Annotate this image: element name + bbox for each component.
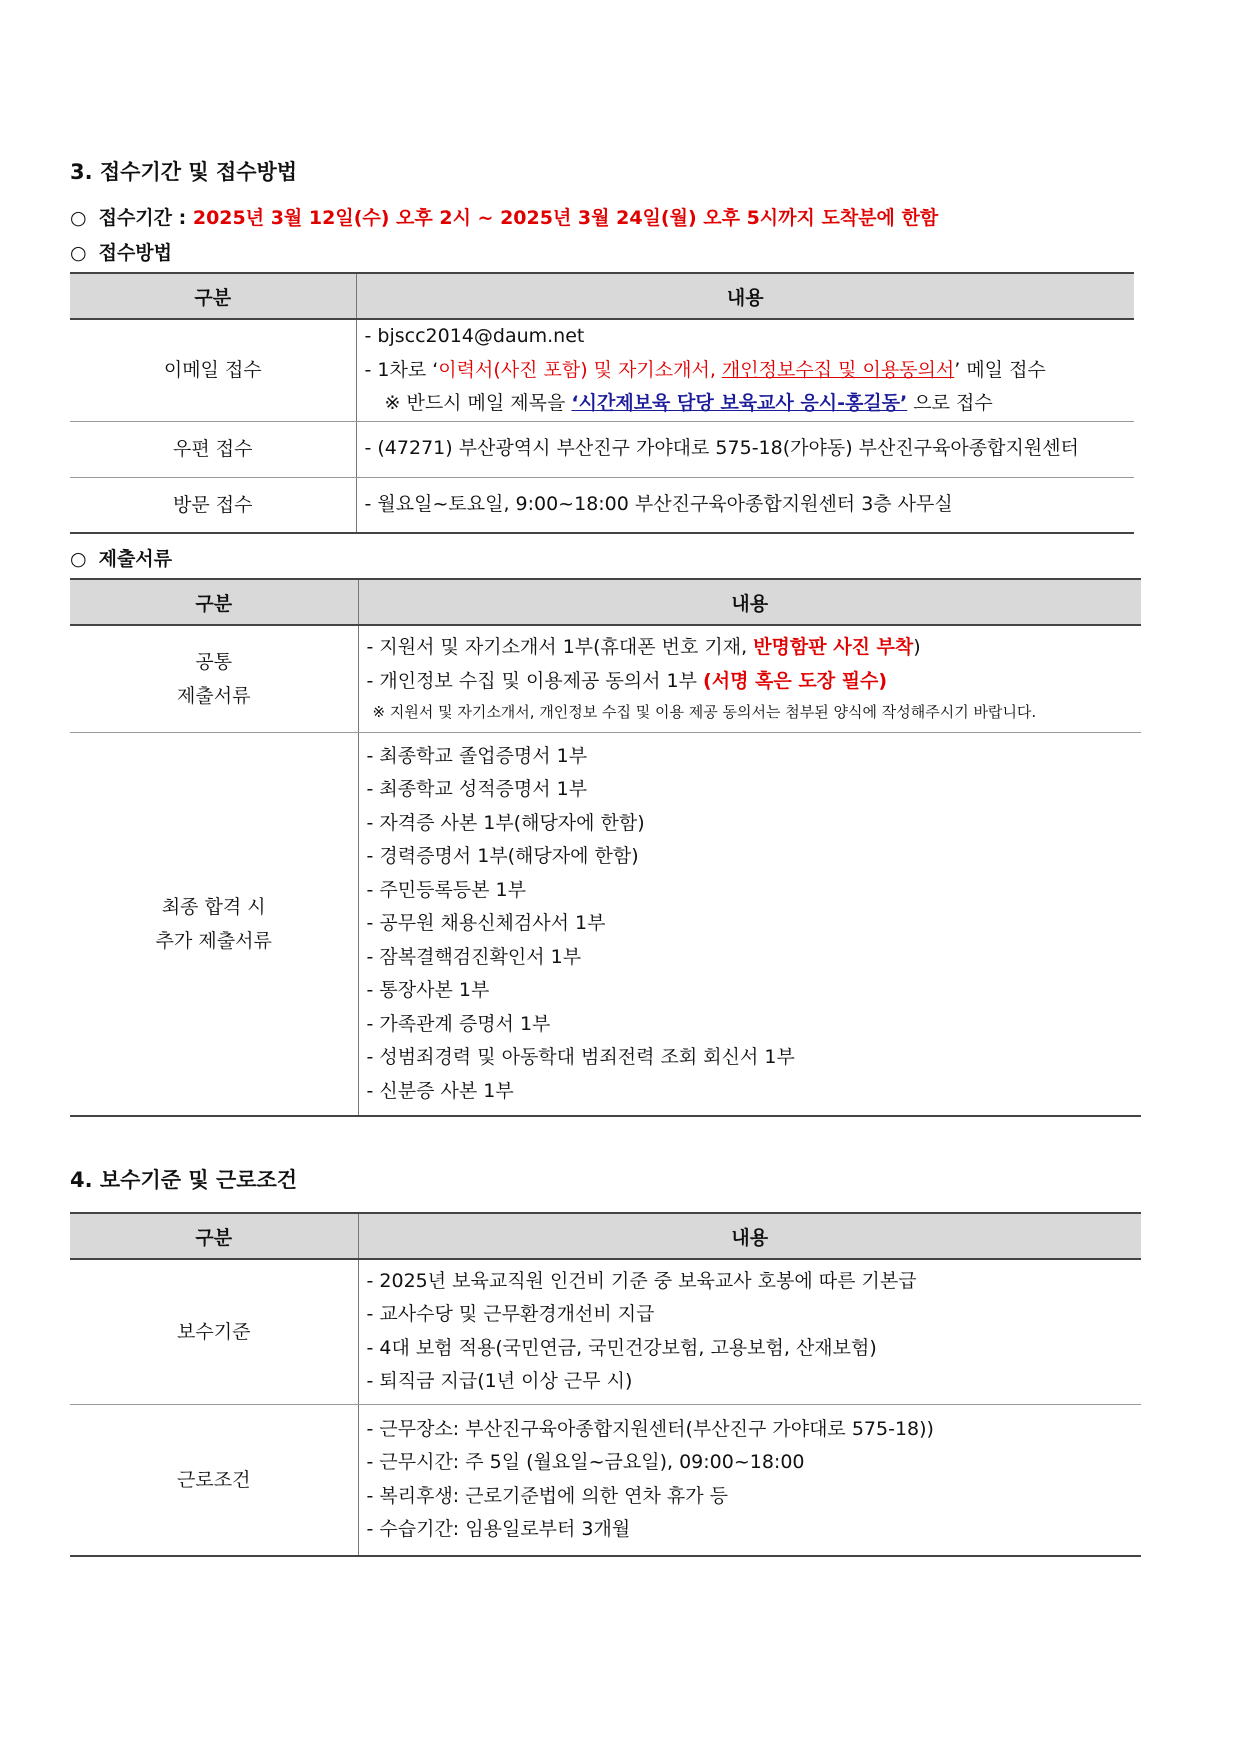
list-item: - 공무원 채용신체검사서 1부 bbox=[366, 912, 606, 934]
text-segment: ※ 반드시 메일 제목을 bbox=[384, 392, 572, 414]
documents-heading bbox=[70, 544, 172, 571]
circle-bullet-icon: ○ bbox=[70, 242, 87, 264]
reception-period-value: 2025년 3월 12일(수) 오후 2시 ~ 2025년 3월 24일(월) 오후 5시까지 도착분에 한함 bbox=[192, 207, 939, 229]
row-content-visit bbox=[356, 477, 1134, 533]
list-item: - 주민등록등본 1부 bbox=[366, 878, 527, 901]
text-segment: - 지원서 및 자기소개서 1부(휴대폰 번호 기재, bbox=[366, 636, 754, 659]
common-doc-2 bbox=[367, 665, 1142, 699]
common-docs-note: ※ 지원서 및 자기소개서, 개인정보 수집 및 이용 제공 동의서는 첨부된 양식에 작성해주시기 바랍니다. bbox=[372, 703, 1037, 722]
row-label-email: 이메일 접수 bbox=[70, 319, 356, 421]
table-row-pay bbox=[70, 1259, 1141, 1404]
email-address: - bjscc2014@daum.net bbox=[364, 325, 585, 347]
section-3-title: 3. 접수기간 및 접수방법 bbox=[70, 160, 298, 184]
reception-period-label: 접수기간 : bbox=[98, 207, 187, 229]
row-label-visit: 방문 접수 bbox=[70, 477, 356, 533]
header-category: 구분 bbox=[70, 273, 356, 319]
table-row-post bbox=[70, 421, 1134, 477]
row-label-work: 근로조건 bbox=[70, 1404, 358, 1556]
text-segment: 반명함판 사진 부착 bbox=[753, 636, 914, 659]
list-item: - 2025년 보육교직원 인건비 기준 중 보육교사 호봉에 따른 기본급 bbox=[366, 1269, 917, 1292]
row-content-final-docs bbox=[358, 732, 1141, 1116]
label-line: 최종 합격 시 bbox=[161, 895, 266, 918]
list-item: - 퇴직금 지급(1년 이상 근무 시) bbox=[366, 1370, 633, 1393]
reception-method-label: 접수방법 bbox=[98, 242, 173, 264]
list-item: - 4대 보험 적용(국민연금, 국민건강보험, 고용보험, 산재보험) bbox=[366, 1336, 877, 1359]
text-segment: ) bbox=[913, 636, 921, 659]
label-line: 추가 제출서류 bbox=[155, 929, 272, 952]
row-content-common-docs bbox=[358, 625, 1141, 732]
row-content-pay bbox=[358, 1259, 1141, 1404]
pay-conditions-table bbox=[70, 1212, 1141, 1557]
documents-label: 제출서류 bbox=[98, 548, 173, 570]
reception-period bbox=[70, 203, 938, 230]
email-line-2 bbox=[365, 354, 1135, 388]
text-segment: 으로 접수 bbox=[907, 392, 993, 414]
circle-bullet-icon: ○ bbox=[70, 548, 87, 570]
table-row-final-docs bbox=[70, 732, 1141, 1116]
row-content-post bbox=[356, 421, 1134, 477]
reception-method-table bbox=[70, 272, 1134, 534]
list-item: - 근무시간: 주 5일 (월요일~금요일), 09:00~18:00 bbox=[366, 1451, 805, 1474]
list-item: - 복리후생: 근로기준법에 의한 연차 휴가 등 bbox=[366, 1484, 729, 1507]
common-doc-1 bbox=[367, 631, 1142, 665]
list-item: - 자격증 사본 1부(해당자에 한함) bbox=[366, 811, 645, 834]
email-line-3 bbox=[365, 387, 1135, 421]
label-line: 공통 bbox=[195, 650, 233, 673]
list-item: - 근무장소: 부산진구육아종합지원센터(부산진구 가야대로 575-18)) bbox=[366, 1417, 934, 1440]
mail-subject-example: ‘시간제보육 담당 보육교사 응시-홍길동’ bbox=[571, 392, 908, 414]
header-category: 구분 bbox=[70, 1213, 358, 1259]
text-segment: (서명 혹은 도장 필수) bbox=[703, 669, 888, 692]
row-label-pay: 보수기준 bbox=[70, 1259, 358, 1404]
list-item: - 성범죄경력 및 아동학대 범죄전력 조회 회신서 1부 bbox=[366, 1046, 795, 1068]
list-item: - 신분증 사본 1부 bbox=[366, 1079, 514, 1102]
text-segment: 이력서(사진 포함) 및 자기소개서, bbox=[438, 358, 722, 381]
list-item: - 최종학교 성적증명서 1부 bbox=[366, 778, 588, 800]
table-row-common-docs bbox=[70, 625, 1141, 732]
text-segment: - 개인정보 수집 및 이용제공 동의서 1부 bbox=[366, 669, 704, 692]
list-item: - 교사수당 및 근무환경개선비 지급 bbox=[366, 1303, 655, 1326]
row-label-common-docs bbox=[70, 625, 358, 732]
list-item: - 잠복결핵검진확인서 1부 bbox=[366, 945, 582, 968]
list-item: - 통장사본 1부 bbox=[366, 979, 490, 1001]
table-row-email bbox=[70, 319, 1134, 421]
text-segment: - 1차로 ‘ bbox=[364, 358, 439, 381]
row-label-post: 우편 접수 bbox=[70, 421, 356, 477]
text-segment: 개인정보수집 및 이용동의서 bbox=[721, 358, 955, 381]
table-header-row bbox=[70, 579, 1141, 625]
section-4-title: 4. 보수기준 및 근로조건 bbox=[70, 1168, 298, 1192]
row-label-final-docs bbox=[70, 732, 358, 1116]
header-content: 내용 bbox=[358, 1213, 1141, 1259]
post-address: - (47271) 부산광역시 부산진구 가야대로 575-18(가야동) 부산진구육아종합지원센터 bbox=[364, 437, 1079, 460]
table-row-visit bbox=[70, 477, 1134, 533]
visit-info: - 월요일~토요일, 9:00~18:00 부산진구육아종합지원센터 3층 사무실 bbox=[364, 493, 953, 515]
list-item: - 경력증명서 1부(해당자에 한함) bbox=[366, 845, 639, 867]
circle-bullet-icon: ○ bbox=[70, 207, 87, 229]
label-line: 제출서류 bbox=[177, 684, 251, 707]
row-content-work bbox=[358, 1404, 1141, 1556]
table-row-work bbox=[70, 1404, 1141, 1556]
header-content: 내용 bbox=[358, 579, 1141, 625]
list-item: - 최종학교 졸업증명서 1부 bbox=[366, 744, 588, 767]
header-category: 구분 bbox=[70, 579, 358, 625]
table-header-row bbox=[70, 1213, 1141, 1259]
header-content: 내용 bbox=[356, 273, 1134, 319]
list-item: - 수습기간: 임용일로부터 3개월 bbox=[366, 1518, 631, 1541]
documents-table bbox=[70, 578, 1141, 1117]
list-item: - 가족관계 증명서 1부 bbox=[366, 1012, 551, 1035]
reception-method-heading bbox=[70, 238, 172, 265]
table-header-row bbox=[70, 273, 1134, 319]
row-content-email bbox=[356, 319, 1134, 421]
text-segment: ’ 메일 접수 bbox=[954, 358, 1046, 381]
